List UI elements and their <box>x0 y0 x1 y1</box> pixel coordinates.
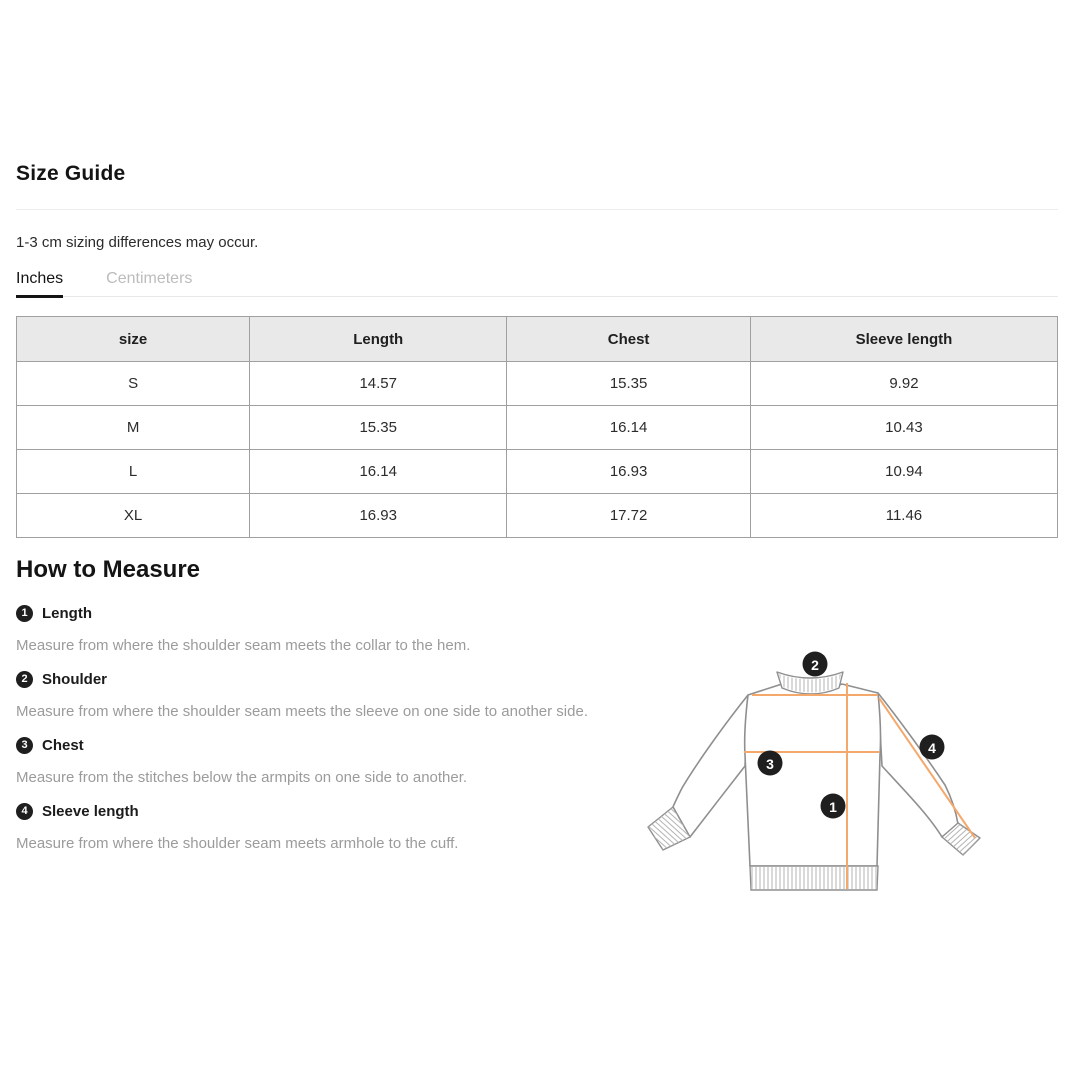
measure-label: Chest <box>42 736 84 754</box>
cell-chest: 15.35 <box>507 362 751 406</box>
table-header-row <box>17 317 1058 362</box>
cell-size: M <box>17 406 250 450</box>
diagram-marker-2 <box>803 652 828 677</box>
unit-tabs <box>16 269 1058 297</box>
hem-ribbing <box>751 867 877 889</box>
left-sleeve <box>673 695 748 837</box>
diagram-marker-4 <box>920 735 945 760</box>
col-header-size: size <box>17 317 250 362</box>
cell-chest: 17.72 <box>507 494 751 538</box>
table-row <box>17 362 1058 406</box>
cell-sleeve: 11.46 <box>750 494 1057 538</box>
table-row <box>17 406 1058 450</box>
sizing-note: 1-3 cm sizing differences may occur. <box>16 234 259 251</box>
col-header-length: Length <box>250 317 507 362</box>
measure-label: Length <box>42 604 92 622</box>
svg-text:2: 2 <box>811 657 819 673</box>
measure-description: Measure from where the shoulder seam meets the sleeve on one side to another side. <box>16 703 588 720</box>
col-header-chest: Chest <box>507 317 751 362</box>
svg-text:3: 3 <box>766 756 774 772</box>
cell-sleeve: 9.92 <box>750 362 1057 406</box>
measure-description: Measure from the stitches below the armpits on one side to another. <box>16 769 468 786</box>
measure-description: Measure from where the shoulder seam meets the collar to the hem. <box>16 637 471 654</box>
diagram-marker-1 <box>821 794 846 819</box>
measure-label: Shoulder <box>42 670 108 688</box>
cell-length: 16.93 <box>250 494 507 538</box>
cell-size: S <box>17 362 250 406</box>
measure-description: Measure from where the shoulder seam meets armhole to the cuff. <box>16 835 459 852</box>
divider <box>16 209 1058 210</box>
step-number-badge: 2 <box>16 671 33 688</box>
sweater-diagram <box>630 640 990 910</box>
svg-text:4: 4 <box>928 740 936 756</box>
cell-chest: 16.93 <box>507 450 751 494</box>
diagram-marker-3 <box>758 751 783 776</box>
step-number-badge: 1 <box>16 605 33 622</box>
how-to-measure-title: How to Measure <box>16 556 201 583</box>
sweater-body <box>745 684 881 866</box>
tab-centimeters[interactable]: Centimeters <box>106 270 193 287</box>
cell-sleeve: 10.43 <box>750 406 1057 450</box>
cell-length: 16.14 <box>250 450 507 494</box>
table-row <box>17 450 1058 494</box>
step-number-badge: 3 <box>16 737 33 754</box>
measure-label: Sleeve length <box>42 802 139 820</box>
table-row <box>17 494 1058 538</box>
tab-inches[interactable]: Inches <box>16 269 63 298</box>
cell-size: L <box>17 450 250 494</box>
page-title: Size Guide <box>16 162 126 185</box>
col-header-sleeve-length: Sleeve length <box>750 317 1057 362</box>
cell-chest: 16.14 <box>507 406 751 450</box>
cell-size: XL <box>17 494 250 538</box>
size-table <box>16 316 1058 538</box>
cell-length: 14.57 <box>250 362 507 406</box>
cell-length: 15.35 <box>250 406 507 450</box>
cell-sleeve: 10.94 <box>750 450 1057 494</box>
step-number-badge: 4 <box>16 803 33 820</box>
svg-text:1: 1 <box>829 799 837 815</box>
